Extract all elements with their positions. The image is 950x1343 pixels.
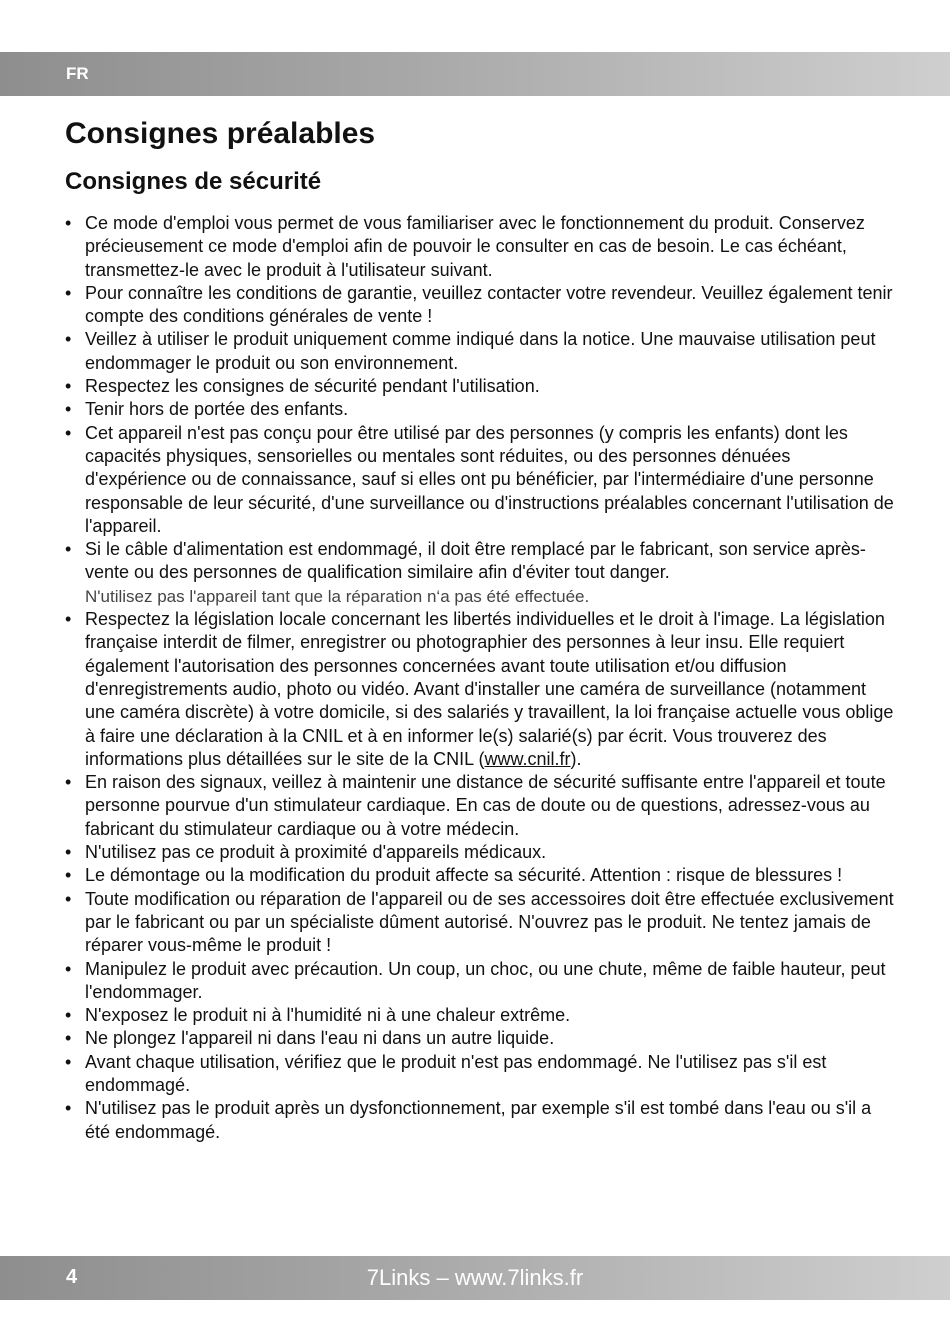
list-item-text: Respectez les consignes de sécurité pendant l'utilisation. — [85, 376, 540, 397]
bullet-icon: • — [65, 376, 72, 397]
list-item — [65, 1097, 895, 1144]
list-item-text: Si le câble d'alimentation est endommagé, il doit être remplacé par le fabricant, son service après-vente ou des personnes de qualification similaire afin d'éviter tout danger. — [85, 539, 866, 583]
list-item — [65, 864, 895, 887]
list-item-text: Pour connaître les conditions de garantie, veuillez contacter votre revendeur. Veuillez également tenir compte des conditions générales de vente ! — [85, 282, 893, 327]
bullet-icon: • — [65, 772, 72, 793]
section-title: Consignes de sécurité — [65, 168, 322, 195]
list-item-text: Avant chaque utilisation, vérifiez que le produit n'est pas endommagé. Ne l'utilisez pas s'il est endommagé. — [85, 1051, 827, 1095]
list-item-text: N'exposez le produit ni à l'humidité ni à une chaleur extrême. — [85, 1005, 571, 1026]
list-item — [65, 1027, 895, 1050]
list-item-text: N'utilisez pas ce produit à proximité d'appareils médicaux. — [85, 842, 547, 863]
bullet-icon: • — [65, 282, 72, 303]
list-item — [65, 958, 895, 1005]
bullet-icon: • — [65, 539, 72, 560]
bullet-icon: • — [65, 1098, 72, 1119]
list-item — [65, 888, 895, 958]
list-item — [65, 1051, 895, 1098]
list-item-text: Manipulez le produit avec précaution. Un coup, un choc, ou une chute, même de faible hauteur, peut l'endommager. — [85, 958, 886, 1002]
list-item — [65, 771, 895, 841]
list-item-text: Ne plongez l'appareil ni dans l'eau ni dans un autre liquide. — [85, 1028, 555, 1049]
list-item — [65, 841, 895, 864]
list-item-text: Veillez à utiliser le produit uniquement comme indiqué dans la notice. Une mauvaise utilisation peut endommager le produit ou son environnement. — [85, 329, 876, 373]
bullet-icon: • — [65, 1005, 72, 1026]
bullet-icon: • — [65, 213, 72, 233]
list-item-text: N'utilisez pas le produit après un dysfonctionnement, par exemple s'il est tombé dans l'eau ou s'il a été endommagé. — [85, 1098, 872, 1142]
list-item-text-after: ). — [570, 748, 582, 769]
safety-list — [65, 212, 895, 1144]
language-label: FR — [66, 64, 89, 83]
main-content — [65, 114, 895, 1144]
list-item-note: N'utilisez pas l'appareil tant que la réparation n‘a pas été effectuée. — [85, 586, 590, 606]
list-item-text: Tenir hors de portée des enfants. — [85, 399, 349, 420]
list-item-text: En raison des signaux, veillez à maintenir une distance de sécurité suffisante entre l'appareil et toute personne pourvue d'un stimulateur cardiaque. En cas de doute ou de questions, adressez-vous au fabricant du stimulateur cardiaque ou à votre médecin. — [85, 772, 886, 839]
bullet-icon: • — [65, 1051, 72, 1072]
list-item — [65, 422, 895, 538]
bullet-icon: • — [65, 888, 72, 909]
header-bar — [0, 52, 950, 96]
bullet-icon: • — [65, 422, 72, 443]
list-item-text: Ce mode d'emploi vous permet de vous familiariser avec le fonctionnement du produit. Conservez précieusement ce mode d'emploi afin de pouvoir le consulter en cas de besoin. Le cas échéant, transmettez-le avec le produit à l'utilisateur suivant. — [85, 213, 865, 280]
list-item — [65, 282, 895, 329]
bullet-icon: • — [65, 842, 72, 863]
cnil-link[interactable]: www.cnil.fr — [484, 748, 571, 769]
list-item-text: Toute modification ou réparation de l'appareil ou de ses accessoires doit être effectuée exclusivement par le fabricant ou par un spécialiste dûment autorisé. N'ouvrez pas le produit. Ne tentez jamais de réparer vous-même le produit ! — [85, 888, 894, 956]
list-item — [65, 328, 895, 375]
footer-bar — [0, 1256, 950, 1300]
list-item — [65, 212, 895, 282]
footer-text: 7Links – www.7links.fr — [366, 1265, 584, 1290]
list-item — [65, 608, 895, 771]
list-item — [65, 538, 895, 608]
list-item-text: Respectez la législation locale concernant les libertés individuelles et le droit à l'image. La législation française interdit de filmer, enregistrer ou photographier des personnes à leur insu. Elle requiert également l'autorisation des personnes concernées avant toute utilisation et/ou diffusion d'enregistrements audio, photo ou vidéo. Avant d'installer une caméra de surveillance (notamment une caméra discrète) à votre domicile, si des salariés y travaillent, la loi française actuelle vous oblige à faire une déclaration à la CNIL et à en informer le(s) salarié(s) par écrit. Vous trouverez des informations plus détaillées sur le site de la CNIL ( — [85, 609, 894, 769]
bullet-icon: • — [65, 329, 72, 350]
list-item-text: Le démontage ou la modification du produit affecte sa sécurité. Attention : risque de blessures ! — [85, 865, 843, 886]
list-item — [65, 398, 895, 421]
bullet-icon: • — [65, 609, 72, 630]
page-title: Consignes préalables — [65, 117, 376, 150]
bullet-icon: • — [65, 958, 72, 979]
list-item-text: Cet appareil n'est pas conçu pour être utilisé par des personnes (y compris les enfants) dont les capacités physiques, sensorielles ou mentales sont réduites, ou des personnes dénuées d'expérience ou de connaissance, sauf si elles ont pu bénéficier, par l'intermédiaire d'une personne responsable de leur sécurité, d'une surveillance ou d'instructions préalables concernant l'utilisation de l'appareil. — [85, 422, 894, 536]
bullet-icon: • — [65, 399, 72, 420]
bullet-icon: • — [65, 1028, 72, 1049]
page-number: 4 — [66, 1266, 78, 1288]
bullet-icon: • — [65, 865, 72, 886]
list-item — [65, 1004, 895, 1027]
list-item — [65, 375, 895, 398]
